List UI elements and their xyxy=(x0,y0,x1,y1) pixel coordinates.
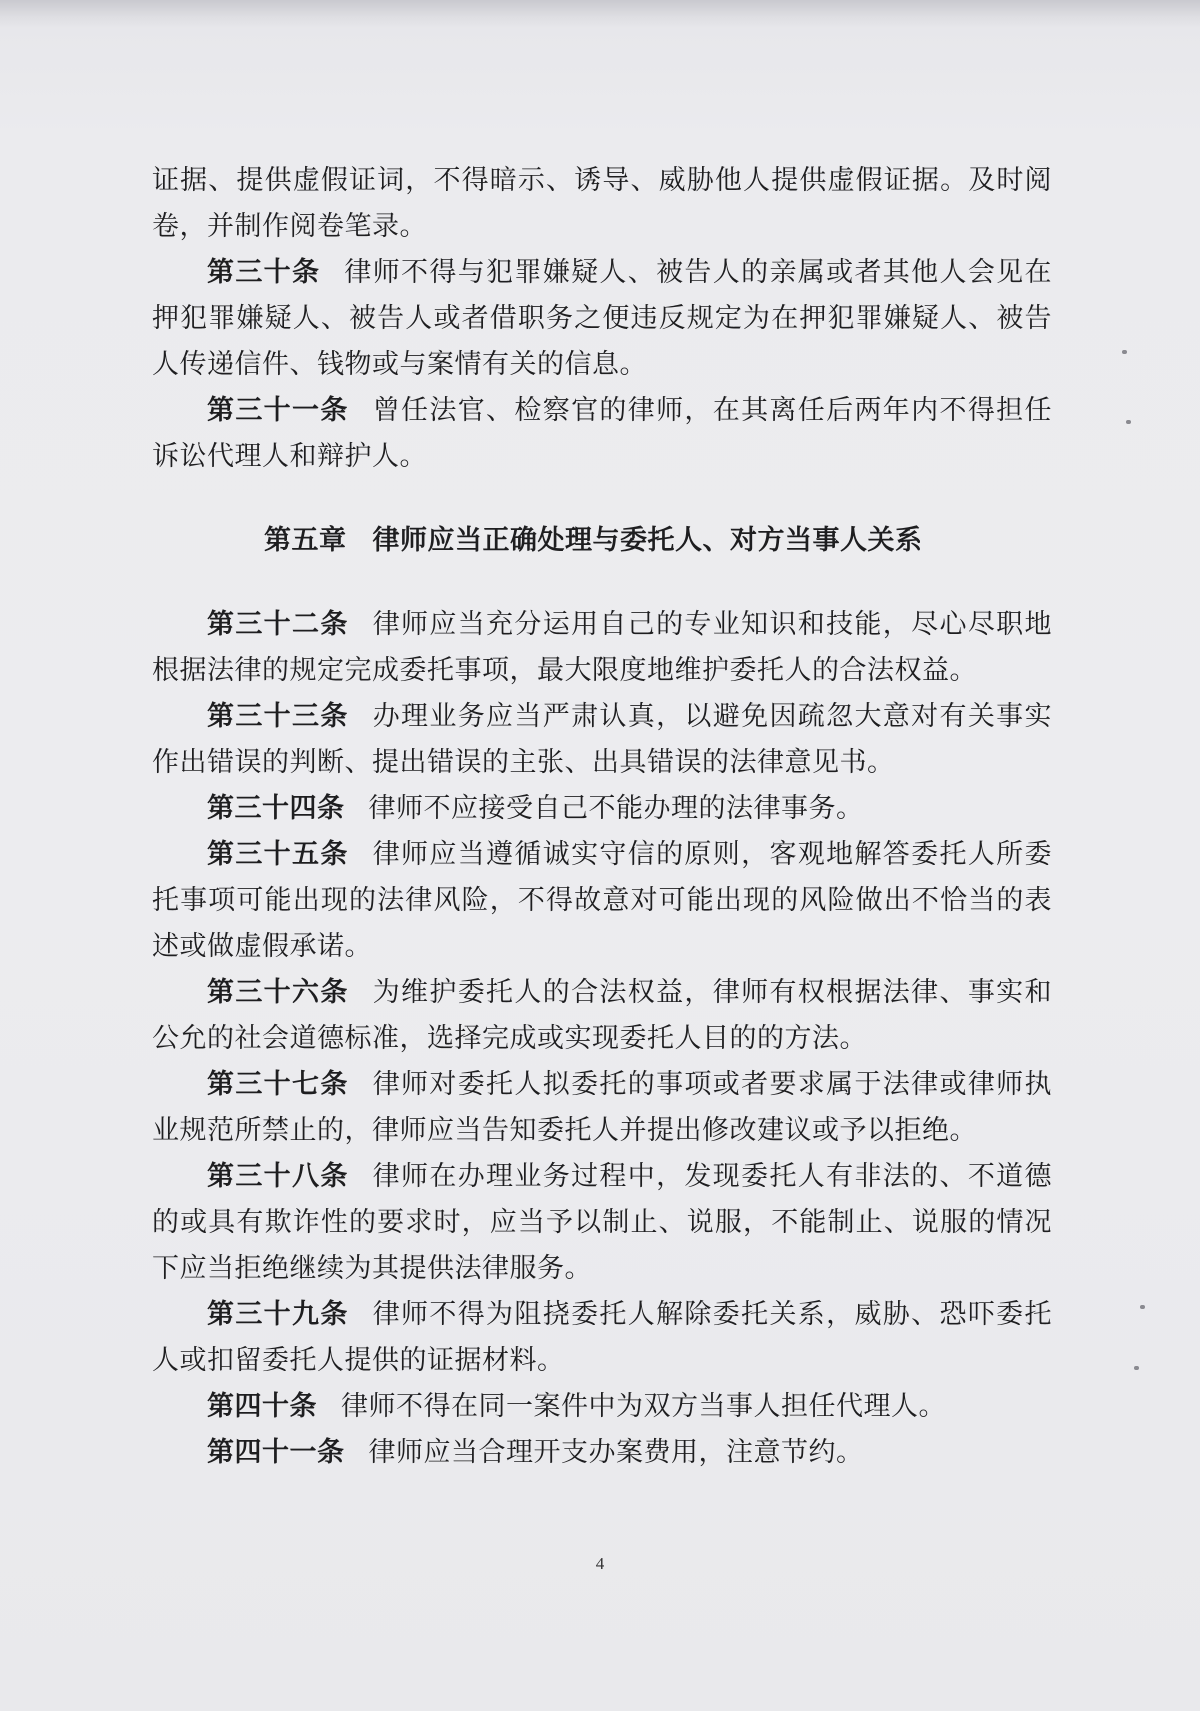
article-number: 第三十七条 xyxy=(207,1069,349,1100)
article-number: 第三十条 xyxy=(207,257,321,288)
article-text: 律师应当合理开支办案费用，注意节约。 xyxy=(368,1437,864,1468)
article-number: 第三十三条 xyxy=(207,701,349,732)
article-number: 第四十一条 xyxy=(207,1437,345,1468)
article-34 xyxy=(152,786,1052,832)
article-text: 律师不应接受自己不能办理的法律事务。 xyxy=(368,793,864,824)
chapter-title: 律师应当正确处理与委托人、对方当事人关系 xyxy=(372,525,923,556)
document-body xyxy=(152,158,1052,1476)
article-number: 第三十一条 xyxy=(207,395,349,426)
article-38 xyxy=(152,1154,1052,1292)
article-36 xyxy=(152,970,1052,1062)
article-text: 律师不得与犯罪嫌疑人、被告人的亲属或者其他人会见在押犯罪嫌疑人、被告人或者借职务之便违反规定为在押犯罪嫌疑人、被告人传递信件、钱物或与案情有关的信息。 xyxy=(152,257,1053,380)
article-31 xyxy=(152,388,1052,480)
article-number: 第三十六条 xyxy=(207,977,349,1008)
paper-speck xyxy=(1122,350,1127,354)
article-number: 第三十五条 xyxy=(207,839,349,870)
paper-speck xyxy=(1126,420,1131,424)
article-40 xyxy=(152,1384,1052,1430)
article-number: 第三十二条 xyxy=(207,609,349,640)
article-37 xyxy=(152,1062,1052,1154)
chapter-heading xyxy=(152,518,1052,564)
article-35 xyxy=(152,832,1052,970)
article-text: 律师对委托人拟委托的事项或者要求属于法律或律师执业规范所禁止的，律师应当告知委托人并提出修改建议或予以拒绝。 xyxy=(152,1069,1053,1146)
article-number: 第四十条 xyxy=(207,1391,317,1422)
article-text: 曾任法官、检察官的律师，在其离任后两年内不得担任诉讼代理人和辩护人。 xyxy=(152,395,1053,472)
article-text: 律师应当充分运用自己的专业知识和技能，尽心尽职地根据法律的规定完成委托事项，最大限度地维护委托人的合法权益。 xyxy=(152,609,1053,686)
article-text: 律师不得为阻挠委托人解除委托关系，威胁、恐吓委托人或扣留委托人提供的证据材料。 xyxy=(152,1299,1053,1376)
page-number: 4 xyxy=(595,1554,605,1573)
article-number: 第三十九条 xyxy=(207,1299,349,1330)
article-text: 为维护委托人的合法权益，律师有权根据法律、事实和公允的社会道德标准，选择完成或实现委托人目的的方法。 xyxy=(152,977,1053,1054)
continuation-paragraph: 证据、提供虚假证词，不得暗示、诱导、威胁他人提供虚假证据。及时阅卷，并制作阅卷笔录。 xyxy=(152,165,1052,242)
article-30 xyxy=(152,250,1052,388)
page-top-edge xyxy=(0,0,1200,28)
article-41 xyxy=(152,1430,1052,1476)
article-text: 律师应当遵循诚实守信的原则，客观地解答委托人所委托事项可能出现的法律风险，不得故意对可能出现的风险做出不恰当的表述或做虚假承诺。 xyxy=(152,839,1053,962)
chapter-number: 第五章 xyxy=(264,525,347,556)
paper-speck xyxy=(1140,1305,1145,1309)
paper-speck xyxy=(1134,1366,1139,1370)
article-33 xyxy=(152,694,1052,786)
article-text: 律师不得在同一案件中为双方当事人担任代理人。 xyxy=(341,1391,946,1422)
article-number: 第三十八条 xyxy=(207,1161,349,1192)
article-text: 办理业务应当严肃认真，以避免因疏忽大意对有关事实作出错误的判断、提出错误的主张、出具错误的法律意见书。 xyxy=(152,701,1053,778)
article-39 xyxy=(152,1292,1052,1384)
article-number: 第三十四条 xyxy=(207,793,345,824)
article-text: 律师在办理业务过程中，发现委托人有非法的、不道德的或具有欺诈性的要求时，应当予以制止、说服，不能制止、说服的情况下应当拒绝继续为其提供法律服务。 xyxy=(152,1161,1053,1284)
article-32 xyxy=(152,602,1052,694)
